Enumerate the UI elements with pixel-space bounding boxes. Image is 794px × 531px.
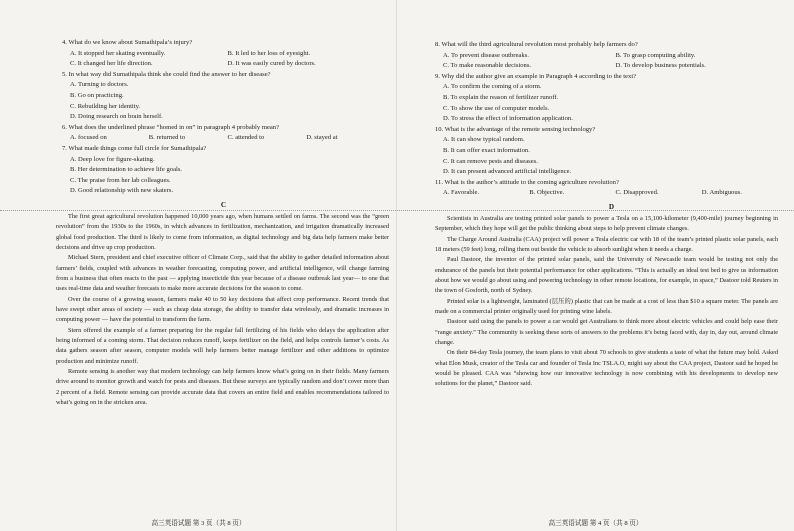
option-c: C. Disapproved. <box>615 189 659 197</box>
question-stem: 10. What is the advantage of the remote sensing technology? <box>435 125 596 133</box>
passage-c <box>56 212 389 409</box>
paragraph: Scientists in Australia are testing printed solar panels to power a Tesla on a 15,100-kilometer (9,400-mile) journey beginning in September, which they hope will get the public thinking about steps to help prevent climate changes. <box>435 214 778 233</box>
passage-heading: C <box>220 200 227 209</box>
question-4 <box>62 38 385 70</box>
option-a: A. To prevent disease outbreaks. <box>443 51 529 59</box>
paragraph: The Charge Around Australia (CAA) project will power a Tesla electric car with 18 of the team’s printed plastic solar panels, each 18 meters (59 feet) long, rolling them out beside the vehicle to absorb sunlight when it needs a charge. <box>435 235 778 253</box>
option-b: B. Go on practicing. <box>70 91 124 99</box>
option-b: B. Objective. <box>529 189 565 197</box>
passage-d <box>435 214 778 390</box>
question-stem: 6. What does the underlined phrase “homed in on” in paragraph 4 probably mean? <box>62 123 280 131</box>
question-6 <box>62 123 385 144</box>
option-a: A. Turning to doctors. <box>70 81 129 89</box>
paragraph: Stern offered the example of a farmer preparing for the regular fall fertilizing of his fields who delays the application after being informed of a coming storm. That decision reduces runoff, keeps fertilizer on the field, and helps controls farmer’s costs. As data gathers season after season, computer models will help farmers better manage fertilizer and other additions to optimize production and minimize runoff. <box>56 326 389 365</box>
option-c: C. attended to <box>227 134 265 142</box>
option-d: D. Doing research on brain herself. <box>70 113 163 121</box>
paragraph: On their 84-day Tesla journey, the team plans to visit about 70 schools to give students a taste of what the future may hold. Asked what Elon Musk, creator of the Tesla car and founder of Tesla Inc TSLA.O, might say about the CAA project, Dastoor said he hoped he would be pleased. CAA was “showing how our innovative technology is now combining with his developments to develop new solutions for the planet,” Dastoor said. <box>435 349 778 388</box>
question-stem: 8. What will the third agricultural revolution most probably help farmers do? <box>435 41 638 48</box>
option-a: A. Favorable. <box>443 189 480 197</box>
page-footer: 高三英语试题 第 3 页（共 8 页） <box>151 520 246 527</box>
option-d: D. Good relationship with new skaters. <box>70 187 174 195</box>
option-a: A. focused on <box>70 134 107 142</box>
option-d: D. It can present advanced artificial intelligence. <box>443 168 572 176</box>
paragraph: Michael Stern, president and chief executive officer of Climate Corp., said that the ability to gather detailed information about farmers’ fields, coupled with advances in weather forecasting, computing power, and artificial intelligence, will change farming from a business that often reacts to the past — applying insecticide this year because of a disease outbreak last year— to one that uses real-time data and weather forecasts to make more accurate decisions for the season to come. <box>56 254 389 293</box>
option-c: C. It can remove pests and diseases. <box>443 157 538 165</box>
paragraph: Remote sensing is another way that modern technology can help farmers know what’s going on in their fields. Many farmers drive around to monitor growth and watch for pests and diseases. But these surveys are typically random and don’t cover more than 2 percent of a field. Remote sensing can provide accurate data that covers an entire field and enables recommendations tailored to what’s going on in the stricken area. <box>56 368 389 407</box>
question-7 <box>62 144 385 197</box>
option-d: D. To stress the effect of information application. <box>443 115 573 123</box>
option-b: B. It can offer exact information. <box>443 146 530 154</box>
option-b: B. To grasp computing ability. <box>615 51 696 59</box>
question-5 <box>62 70 385 123</box>
question-stem: 7. What made things come full circle for Sumathipala? <box>62 144 207 152</box>
option-c: C. Rebuilding her identity. <box>70 102 141 110</box>
option-b: B. Her determination to achieve life goals. <box>70 166 183 174</box>
paragraph: Dastoor said using the panels to power a car would get Australians to think more about electric vehicles and could help ease their “range anxiety.” The community is seeking these sorts of answers to the problems it’s being faced with, day in, day out, around climate change. <box>435 318 778 347</box>
question-11 <box>435 178 788 199</box>
page-footer: 高三英语试题 第 4 页（共 8 页） <box>548 520 643 527</box>
passage-heading: D <box>608 202 615 211</box>
option-d: D. stayed at <box>306 134 338 142</box>
paragraph: Paul Dastoor, the inventor of the printed solar panels, said the University of Newcastle team would be testing not only the endurance of the panels but their potential performance for other applications. “This is actually an ideal test bed to give us information about how we would go about using and powering technology in other remote locations, for example, in space,” Dastoor told Reuters in the town of Gosforth, north of Sydney. <box>435 256 778 295</box>
option-a: A. It stopped her skating eventually. <box>70 49 166 57</box>
question-stem: 9. Why did the author give an example in Paragraph 4 according to the text? <box>435 72 637 80</box>
option-d: D. To develop business potentials. <box>615 62 706 70</box>
right-page <box>397 0 794 531</box>
option-b: B. returned to <box>148 134 186 142</box>
paragraph: Over the course of a growing season, farmers make 40 to 50 key decisions that affect crop performance. Recent trends that have swept other areas of society — such as cheap data storage, the ability to transfer data wirelessly, and dramatic increases in computing power — have the potential to transform the farm. <box>56 295 389 324</box>
paragraph: The first great agricultural revolution happened 10,000 years ago, when humans settled on farms. The second was the “green revolution” from the 1930s to the 1960s, in which advances in fertilization, mechanization, and irrigation dramatically increased global food production. The third is likely to come from information, as digital technology and big data help farmers make better decisions and drive up crop production. <box>56 212 389 251</box>
option-a: A. To confirm the coming of a storm. <box>443 83 542 91</box>
option-a: A. Deep love for figure-skating. <box>70 155 155 163</box>
option-c: C. The praise from her lab colleagues. <box>70 176 171 184</box>
question-stem: 4. What do we know about Sumathipala’s injury? <box>62 39 193 46</box>
option-a: A. It can show typical random. <box>443 136 525 144</box>
option-d: D. It was easily cured by doctors. <box>227 60 316 68</box>
question-stem: 11. What is the author’s attitude to the coming agriculture revolution? <box>435 178 619 186</box>
option-c: C. To show the use of computer models. <box>443 104 550 112</box>
paragraph: Printed solar is a lightweight, laminated (层压的) plastic that can be made at a cost of less than $10 a square meter. The panels are made on a commercial printer originally used for printing wine labels. <box>435 297 778 315</box>
option-c: C. To make reasonable decisions. <box>443 62 532 70</box>
option-d: D. Ambiguous. <box>701 189 742 197</box>
option-b: B. It led to her loss of eyesight. <box>227 49 311 57</box>
option-c: C. It changed her life direction. <box>70 60 153 68</box>
question-9 <box>435 72 788 125</box>
option-b: B. To explain the reason of fertilizer runoff. <box>443 93 559 101</box>
question-stem: 5. In what way did Sumathipala think she could find the answer to her disease? <box>62 70 271 78</box>
question-10 <box>435 125 788 178</box>
question-8 <box>435 40 788 72</box>
